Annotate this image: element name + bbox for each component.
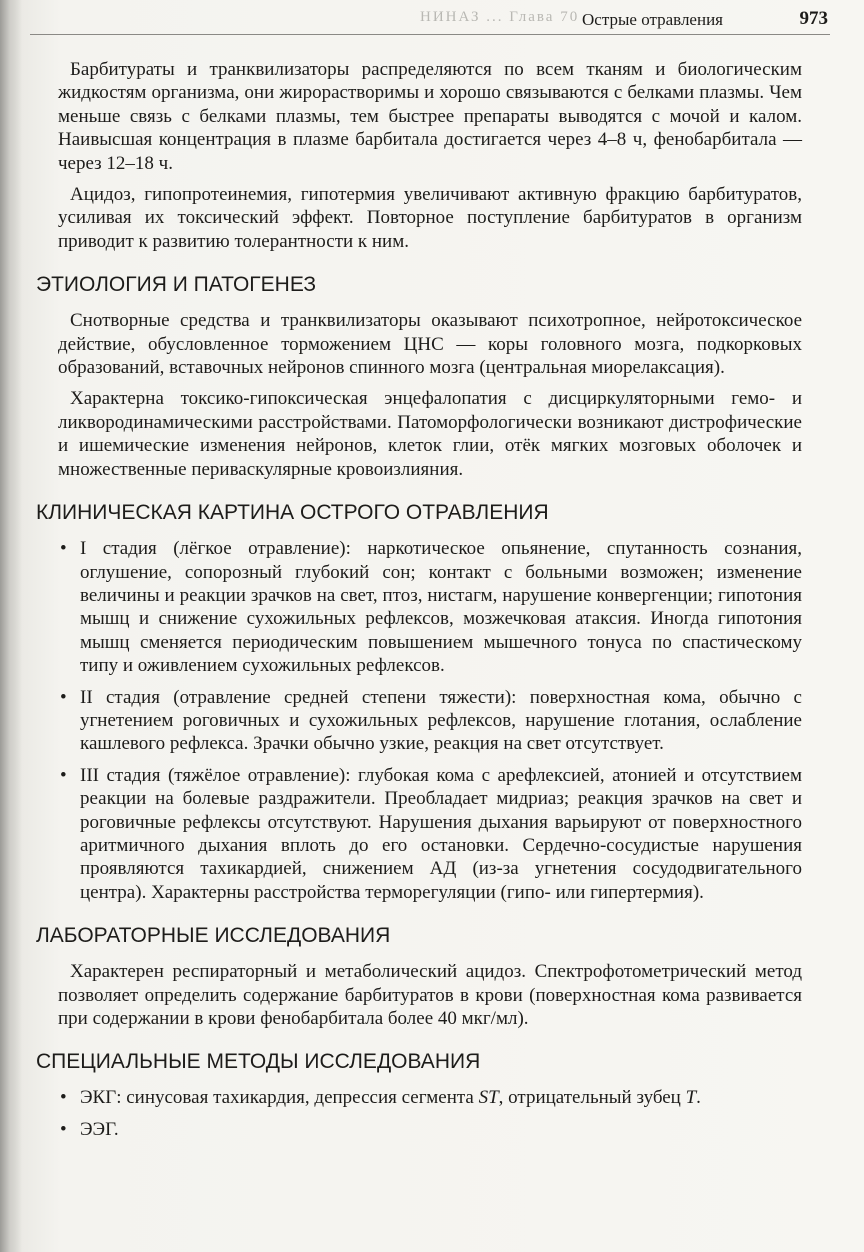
list-item	[58, 1118, 802, 1141]
bullet-icon: •	[60, 686, 67, 708]
stage-list	[58, 537, 802, 904]
running-title: Острые отравления	[582, 10, 723, 29]
ecg-text-prefix: ЭКГ: синусовая тахикардия, депрессия сегмента	[80, 1087, 479, 1109]
stage-1-text: I стадия (лёгкое отравление): наркотическое опьянение, спутанность сознания, оглушение, сопорозный глубокий сон; контакт с больными возможен; изменение величины и реакции зрачков на свет, птоз, нистагм, нарушение конвергенции; гипотония мышц и снижение сухожильных рефлексов, мозжечковая атаксия. Иногда гипотония мышц сменяется периодическим повышением мышечного тонуса по спастическому типу и оживлением сухожильных рефлексов.	[80, 538, 802, 677]
intro-paragraph-1: Барбитураты и транквилизаторы распределяются по всем тканям и биологическим жидкостям организма, они жирорастворимы и хорошо связываются с белками плазмы. Чем меньше связь с белками плазмы, тем быстрее препараты выводятся с мочой и калом. Наивысшая концентрация в плазме барбитала достигается через 4–8 ч, фенобарбитала — через 12–18 ч.	[58, 59, 802, 174]
page-body	[36, 58, 802, 1149]
ecg-text-middle: , отрицательный зубец	[498, 1087, 686, 1109]
bullet-icon: •	[60, 538, 67, 560]
eeg-text: ЭЭГ.	[80, 1118, 119, 1140]
special-methods-list	[58, 1086, 802, 1141]
etiology-paragraph-2: Характерна токсико-гипоксическая энцефалопатия с дисциркуляторными гемо- и ликвородинамическими расстройствами. Патоморфологически возникают дистрофические и ишемические изменения нейронов, клеток глии, отёк мягких мозговых оболочек и множественные периваскулярные кровоизлияния.	[58, 388, 802, 480]
bullet-icon: •	[60, 1087, 67, 1109]
intro-paragraph-2: Ацидоз, гипопротеинемия, гипотермия увеличивают активную фракцию барбитуратов, усиливая их токсический эффект. Повторное поступление барбитуратов в организм приводит к развитию толерантности к ним.	[58, 184, 802, 252]
page-number: 973	[799, 8, 828, 29]
list-item	[58, 537, 802, 677]
etiology-paragraph-1: Снотворные средства и транквилизаторы оказывают психотропное, нейротоксическое действие, обусловленное торможением ЦНС — коры головного мозга, подкорковых образований, вставочных нейронов спинного мозга (центральная миорелаксация).	[58, 310, 802, 379]
heading-lab-tests: ЛАБОРАТОРНЫЕ ИССЛЕДОВАНИЯ	[36, 924, 391, 948]
list-item	[58, 1086, 802, 1109]
ecg-wave-label: T	[685, 1087, 697, 1109]
heading-special-methods: СПЕЦИАЛЬНЫЕ МЕТОДЫ ИССЛЕДОВАНИЯ	[36, 1050, 481, 1074]
list-item	[58, 686, 802, 756]
running-header	[40, 8, 828, 30]
stage-2-text: II стадия (отравление средней степени тяжести): поверхностная кома, обычно с угнетением роговичных и сухожильных рефлексов, нарушение глотания, ослабление кашлевого рефлекса. Зрачки обычно узкие, реакция на свет отсутствует.	[80, 686, 802, 755]
stage-3-text: III стадия (тяжёлое отравление): глубокая кома с арефлексией, атонией и отсутствием реакции на болевые раздражители. Преобладает мидриаз; реакция зрачков на свет и роговичные рефлексы отсутствуют. Нарушения дыхания варьируют от поверхностного аритмичного дыхания вплоть до его остановки. Сердечно-сосудистые нарушения проявляются тахикардией, снижением АД (из-за угнетения сосудодвигательного центра). Характерны расстройства терморегуляции (гипо- или гипертермия).	[80, 764, 802, 903]
bleed-through-header: НИНАЗ ... Глава 70	[420, 9, 580, 25]
ecg-text-suffix: .	[696, 1087, 701, 1109]
heading-clinical-picture: КЛИНИЧЕСКАЯ КАРТИНА ОСТРОГО ОТРАВЛЕНИЯ	[36, 501, 549, 525]
ecg-segment-label: ST	[478, 1087, 499, 1109]
bullet-icon: •	[60, 1118, 67, 1140]
heading-etiology: ЭТИОЛОГИЯ И ПАТОГЕНЕЗ	[36, 273, 317, 297]
header-rule	[30, 34, 830, 35]
lab-paragraph: Характерен респираторный и метаболический ацидоз. Спектрофотометрический метод позволяет определить содержание барбитуратов в крови (поверхностная кома развивается при содержании в крови фенобарбитала более 40 мкг/мл).	[58, 961, 802, 1029]
spine-shadow	[0, 0, 22, 1252]
bullet-icon: •	[60, 764, 67, 786]
list-item	[58, 764, 802, 904]
